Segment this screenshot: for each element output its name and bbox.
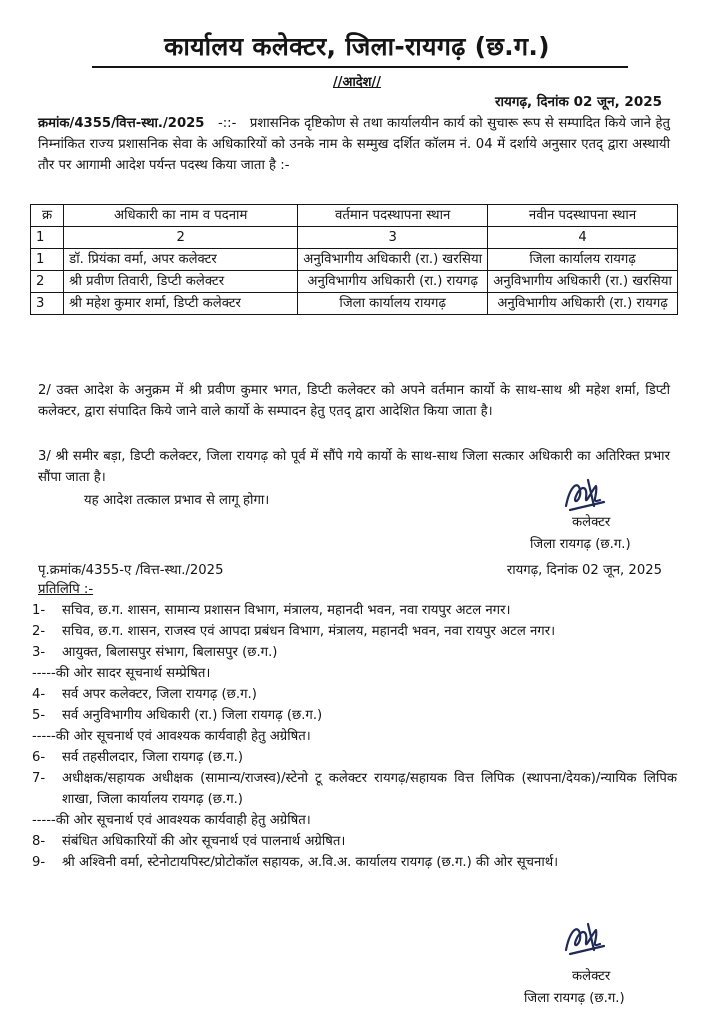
order-reference: क्रमांक/4355/वित्त-स्था./2025 (38, 116, 205, 131)
row-new: अनुविभागीय अधिकारी (रा.) रायगढ़ (488, 293, 678, 315)
row-sn: 1 (31, 249, 64, 271)
header-sn: क्र (31, 205, 64, 227)
signatory-district: जिला रायगढ़ (छ.ग.) (524, 991, 625, 1006)
list-item (32, 852, 677, 873)
row-current: अनुविभागीय अधिकारी (रा.) रायगढ़ (298, 271, 488, 293)
note-text: -----की ओर सूचनार्थ एवं आवश्यक कार्यवाही हेतु अग्रेषित। (32, 729, 311, 744)
item-number: 5- (32, 708, 46, 723)
row-current: अनुविभागीय अधिकारी (रा.) खरसिया (298, 249, 488, 271)
order-heading (0, 72, 714, 93)
signature-icon (560, 920, 610, 960)
row-new: जिला कार्यालय रायगढ़ (488, 249, 678, 271)
title-underline (92, 66, 628, 68)
item-text: सचिव, छ.ग. शासन, राजस्व एवं आपदा प्रबंधन विभाग, मंत्रालय, महानदी भवन, नवा रायपुर अटल नगर। (62, 624, 556, 639)
paragraph-4: यह आदेश तत्काल प्रभाव से लागू होगा। (84, 493, 270, 508)
row-current: जिला कार्यालय रायगढ़ (298, 293, 488, 315)
endorsement-place-date: रायगढ़, दिनांक 02 जून, 2025 (506, 563, 662, 578)
header-current: वर्तमान पदस्थापना स्थान (298, 205, 488, 227)
row-new: अनुविभागीय अधिकारी (रा.) खरसिया (488, 271, 678, 293)
paragraph-2: 2/ उक्त आदेश के अनुक्रम में श्री प्रवीण कुमार भगत, डिप्टी कलेक्टर को अपने वर्तमान कार्यो के साथ-साथ श्री महेश शर्मा, डिप्टी कलेक्टर, द्वारा संपादित किये जाने वाले कार्यो के सम्पादन हेतु एतद् द्वारा आदेशित किया जाता है। (38, 383, 670, 419)
signatory-designation: कलेक्टर (572, 515, 611, 530)
list-item (32, 600, 677, 621)
note-text: -----की ओर सूचनार्थ एवं आवश्यक कार्यवाही हेतु अग्रेषित। (32, 813, 311, 828)
item-number: 9- (32, 855, 46, 870)
item-number: 3- (32, 645, 46, 660)
item-number: 8- (32, 834, 46, 849)
row-sn: 2 (31, 271, 64, 293)
separator: -::- (217, 116, 237, 131)
table-row (31, 271, 678, 293)
copy-list (32, 600, 677, 873)
table-header-row (31, 205, 678, 227)
list-note (32, 726, 677, 747)
list-item (32, 768, 677, 810)
item-number: 4- (32, 687, 46, 702)
signature-icon (560, 476, 610, 516)
item-text: आयुक्त, बिलासपुर संभाग, बिलासपुर (छ.ग.) (62, 645, 278, 660)
list-note (32, 663, 677, 684)
item-number: 6- (32, 750, 46, 765)
signatory-designation: कलेक्टर (572, 969, 611, 984)
item-text: अधीक्षक/सहायक अधीक्षक (सामान्य/राजस्व)/स्टेनो टू कलेक्टर रायगढ़/सहायक वित्त लिपिक (स्थापना/देयक)/न्यायिक लिपिक शाखा, जिला कार्यालय रायगढ़ (छ.ग.) (62, 771, 677, 807)
item-number: 2- (32, 624, 46, 639)
row-sn: 3 (31, 293, 64, 315)
colnum: 2 (64, 227, 298, 249)
endorsement-reference: पृ.क्रमांक/4355-ए /वित्त-स्था./2025 (38, 563, 224, 578)
list-item (32, 621, 677, 642)
intro-text: प्रशासनिक दृष्टिकोण से तथा कार्यालयीन कार्य को सुचारू रूप से सम्पादित किये जाने हेतु निम्नांकित राज्य प्रशासनिक सेवा के अधिकारियों को उनके नाम के सम्मुख दर्शित कॉलम नं. 04 में दर्शाये अनुसार एतद् द्वारा अस्थायी तौर पर आगामी आदेश पर्यन्त पदस्थ किया जाता है :- (38, 116, 671, 173)
item-number: 1- (32, 603, 46, 618)
order-heading-text: //आदेश// (332, 75, 382, 90)
header-name: अधिकारी का नाम व पदनाम (64, 205, 298, 227)
list-item (32, 831, 677, 852)
item-text: श्री अश्विनी वर्मा, स्टेनोटायपिस्ट/प्रोटोकॉल सहायक, अ.वि.अ. कार्यालय रायगढ़ (छ.ग.) की ओर सूचनार्थ। (62, 855, 559, 870)
colnum: 3 (298, 227, 488, 249)
posting-table (30, 204, 678, 315)
list-item (32, 705, 677, 726)
office-title: कार्यालय कलेक्टर, जिला-रायगढ़ (छ.ग.) (164, 32, 550, 61)
colnum: 1 (31, 227, 64, 249)
item-number: 7- (32, 771, 46, 786)
column-number-row (31, 227, 678, 249)
list-item (32, 684, 677, 705)
list-item (32, 747, 677, 768)
row-name: श्री प्रवीण तिवारी, डिप्टी कलेक्टर (64, 271, 298, 293)
item-text: सर्व अपर कलेक्टर, जिला रायगढ़ (छ.ग.) (62, 687, 257, 702)
header-new: नवीन पदस्थापना स्थान (488, 205, 678, 227)
place-date: रायगढ़, दिनांक 02 जून, 2025 (495, 94, 662, 110)
note-text: -----की ओर सादर सूचनार्थ सम्प्रेषित। (32, 666, 211, 681)
signatory-district: जिला रायगढ़ (छ.ग.) (530, 537, 631, 552)
colnum: 4 (488, 227, 678, 249)
item-text: संबंधित अधिकारियों की ओर सूचनार्थ एवं पालनार्थ अग्रेषित। (62, 834, 346, 849)
item-text: सचिव, छ.ग. शासन, सामान्य प्रशासन विभाग, मंत्रालय, महानदी भवन, नवा रायपुर अटल नगर। (62, 603, 511, 618)
list-item (32, 642, 677, 663)
paragraph-3: 3/ श्री समीर बड़ा, डिप्टी कलेक्टर, जिला रायगढ़ को पूर्व में सौंपे गये कार्यो के साथ-साथ जिला सत्कार अधिकारी का अतिरिक्त प्रभार सौंपा जाता है। (38, 449, 670, 485)
copy-heading: प्रतिलिपि :- (38, 582, 94, 597)
intro-paragraph (38, 113, 670, 176)
item-text: सर्व अनुविभागीय अधिकारी (रा.) जिला रायगढ़ (छ.ग.) (62, 708, 323, 723)
row-name: श्री महेश कुमार शर्मा, डिप्टी कलेक्टर (64, 293, 298, 315)
list-note (32, 810, 677, 831)
table-row (31, 293, 678, 315)
row-name: डॉ. प्रियंका वर्मा, अपर कलेक्टर (64, 249, 298, 271)
table-row (31, 249, 678, 271)
item-text: सर्व तहसीलदार, जिला रायगढ़ (छ.ग.) (62, 750, 244, 765)
